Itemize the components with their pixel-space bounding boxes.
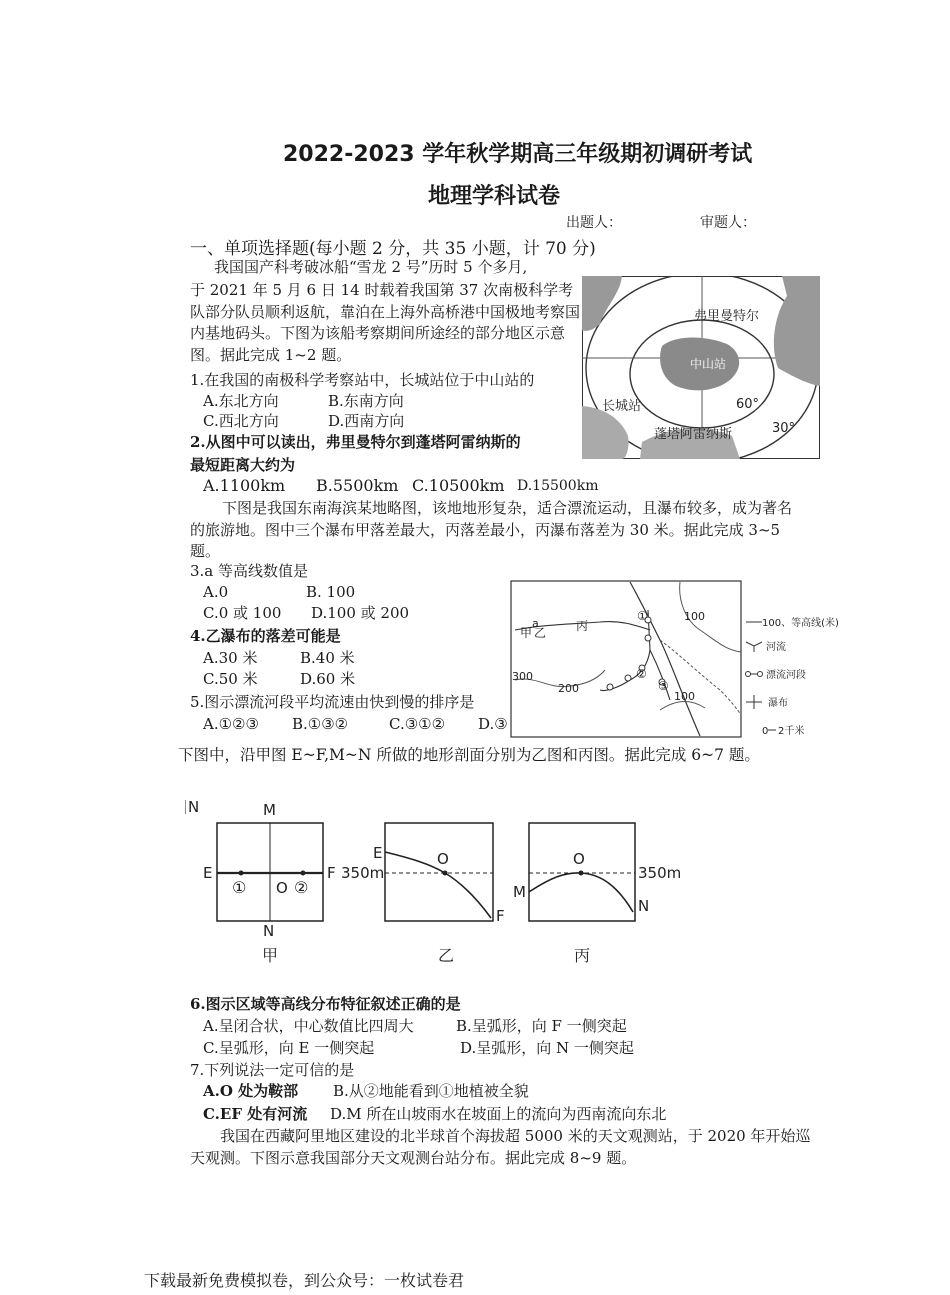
figure-jia [185, 798, 336, 965]
q3-option-d[interactable]: D.100 或 200 [311, 604, 410, 622]
q5-option-d[interactable]: D.③ [478, 715, 508, 733]
q6-option-b[interactable]: B.呈弧形，向 F 一侧突起 [456, 1017, 627, 1035]
passage4: 我国在西藏阿里地区建设的北半球首个海拔超 5000 米的天文观测站，于 2020 年开始巡 天观测。下图示意我国部分天文观测台站分布。据此完成 8~9 题。 [190, 1127, 811, 1167]
bing-O: O [573, 850, 585, 868]
yi-caption: 乙 [438, 946, 455, 965]
jia-M: M [263, 801, 276, 819]
q5-option-b[interactable]: B.①③② [292, 715, 349, 733]
q4-option-d[interactable]: D.60 米 [300, 670, 356, 688]
label-100-top: 100 [684, 610, 705, 623]
section-heading: 一、单项选择题(每小题 2 分，共 35 小题，计 70 分) [190, 239, 596, 259]
label-yi: 乙 [534, 626, 547, 640]
bing-N: N [638, 897, 650, 915]
q1-option-b[interactable]: B.东南方向 [328, 392, 404, 410]
jia-point-1: ① [232, 878, 247, 897]
label-200: 200 [558, 682, 579, 695]
figure-yi [341, 823, 505, 965]
north-arrow: N [188, 798, 200, 816]
marker-3: ③ [658, 679, 669, 693]
label-fremantle: 弗里曼特尔 [694, 309, 760, 324]
q3-option-b[interactable]: B. 100 [306, 583, 356, 601]
legend-scale: 2千米 [778, 726, 805, 737]
figure-bing [513, 823, 681, 965]
q2-stem-line2: 最短距离大约为 [190, 456, 296, 474]
yi-E: E [373, 844, 383, 862]
jia-caption: 甲 [262, 946, 279, 965]
label-a: a [532, 617, 539, 630]
jia-point-2: ② [294, 878, 309, 897]
label-zhongshan: 中山站 [690, 357, 727, 371]
passage1-line1: 我国国产科考破冰船“雪龙 2 号”历时 5 个多月, [214, 258, 528, 276]
q3-option-a[interactable]: A.0 [203, 583, 229, 601]
q1-option-a[interactable]: A.东北方向 [203, 392, 279, 410]
q6-option-c[interactable]: C.呈弧形，向 E 一侧突起 [203, 1039, 375, 1057]
q4-option-c[interactable]: C.50 米 [203, 670, 258, 688]
coastal-rafting-map [510, 580, 850, 740]
legend-waterfall: 瀑布 [768, 698, 788, 709]
label-lat30: 30° [772, 421, 796, 436]
q7-stem: 7.下列说法一定可信的是 [190, 1061, 355, 1079]
label-changcheng: 长城站 [602, 399, 642, 414]
q2-option-b[interactable]: B.5500km [316, 476, 399, 495]
q3-option-c[interactable]: C.0 或 100 [203, 604, 282, 622]
q5-option-c[interactable]: C.③①② [389, 715, 446, 733]
passage1-body: 于 2021 年 5 月 6 日 14 时载着我国第 37 次南极科学考队部分队员顺利返航，靠泊在上海外高桥港中国极地考察国内基地码头。下图为该船考察期间所途经的部分地区示意图。据此完成 1~2 题。 [190, 281, 581, 364]
profile-figure [185, 790, 685, 975]
yi-elev: 350m [341, 864, 385, 882]
legend-rafting: 漂流河段 [766, 670, 806, 681]
bing-elev: 350m [638, 864, 682, 882]
q2-stem-line1: 2.从图中可以读出，弗里曼特尔到蓬塔阿雷纳斯的 [190, 433, 521, 451]
label-300: 300 [512, 670, 533, 683]
q5-option-a[interactable]: A.①②③ [203, 715, 259, 733]
q3-stem: 3.a 等高线数值是 [190, 562, 309, 580]
q2-option-a[interactable]: A.1100km [203, 476, 286, 495]
jia-N: N [263, 922, 275, 940]
antarctic-route-map [582, 276, 820, 459]
bing-M: M [513, 883, 526, 901]
q6-stem: 6.图示区域等高线分布特征叙述正确的是 [190, 995, 461, 1013]
q2-option-d[interactable]: D.15500km [517, 478, 599, 494]
q6-option-a[interactable]: A.呈闭合状，中心数值比四周大 [203, 1017, 414, 1035]
reviewer-label: 审题人： [700, 215, 756, 231]
legend-contour: 100、等高线(米) [762, 618, 839, 629]
q7-option-b[interactable]: B.从②地能看到①地植被全貌 [333, 1082, 529, 1100]
q7-option-d[interactable]: D.M 所在山坡雨水在坡面上的流向为西南流向东北 [330, 1105, 667, 1123]
marker-2: ② [636, 667, 647, 681]
q4-option-b[interactable]: B.40 米 [300, 649, 355, 667]
marker-1: ① [637, 609, 648, 623]
legend-scale-zero: 0 [762, 726, 769, 737]
legend-river: 河流 [766, 642, 786, 653]
q7-option-a[interactable]: A.O 处为鞍部 [203, 1082, 299, 1100]
author-label: 出题人： [566, 215, 622, 231]
yi-O: O [437, 850, 449, 868]
jia-O: O [276, 879, 288, 897]
jia-F: F [327, 864, 336, 882]
label-lat60: 60° [736, 397, 760, 412]
q4-stem: 4.乙瀑布的落差可能是 [190, 627, 341, 645]
q2-option-c[interactable]: C.10500km [412, 476, 505, 495]
q5-stem: 5.图示漂流河段平均流速由快到慢的排序是 [190, 693, 475, 711]
label-punta: 蓬塔阿雷纳斯 [654, 427, 733, 442]
passage3: 下图中，沿甲图 E~F,M~N 所做的地形剖面分别为乙图和丙图。据此完成 6~7 题。 [178, 746, 760, 764]
exam-subtitle: 地理学科试卷 [428, 184, 561, 209]
q1-stem: 1.在我国的南极科学考察站中，长城站位于中山站的 [190, 371, 535, 389]
yi-F: F [496, 907, 505, 925]
q1-option-d[interactable]: D.西南方向 [328, 412, 405, 430]
q1-option-c[interactable]: C.西北方向 [203, 412, 279, 430]
jia-E: E [203, 864, 213, 882]
footer-note: 下载最新免费模拟卷，到公众号：一枚试卷君 [144, 1271, 465, 1290]
label-100-bottom: 100 [674, 690, 695, 703]
q7-option-c[interactable]: C.EF 处有河流 [203, 1105, 308, 1123]
label-bing: 丙 [576, 619, 589, 633]
q6-option-d[interactable]: D.呈弧形，向 N 一侧突起 [460, 1039, 634, 1057]
exam-title: 2022-2023 学年秋学期高三年级期初调研考试 [283, 142, 753, 167]
label-jia: 甲 [520, 626, 533, 640]
q4-option-a[interactable]: A.30 米 [203, 649, 258, 667]
bing-caption: 丙 [574, 946, 591, 965]
passage2: 下图是我国东南海滨某地略图，该地地形复杂，适合漂流运动，且瀑布较多，成为著名的旅游地。图中三个瀑布甲落差最大，丙落差最小，丙瀑布落差为 30 米。据此完成 3~5 题。 [190, 499, 793, 560]
